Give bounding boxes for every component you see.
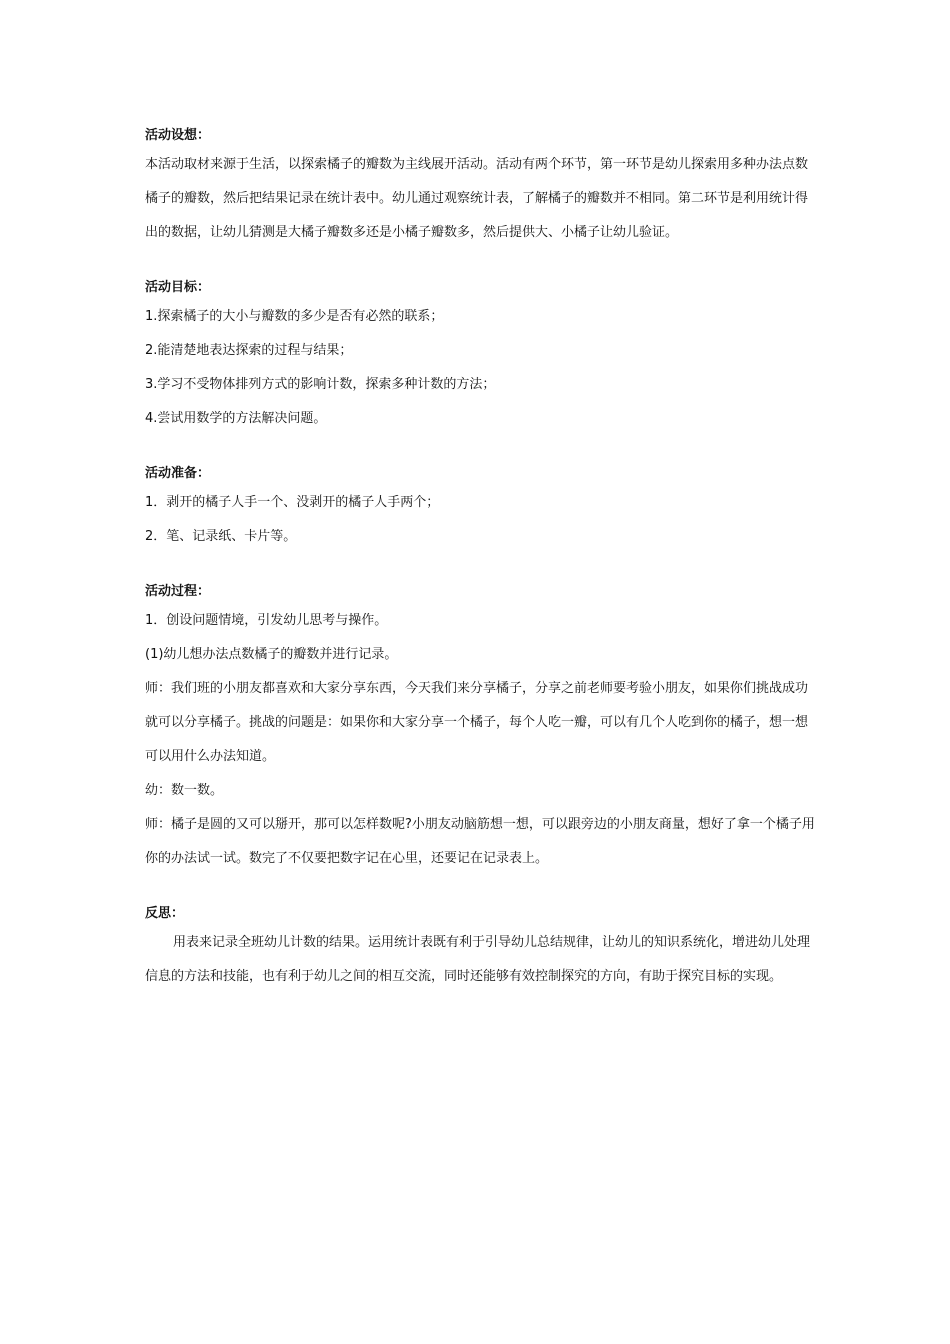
section-title-idea: 活动设想： bbox=[145, 128, 211, 143]
idea-body: 本活动取材来源于生活，以探索橘子的瓣数为主线展开活动。活动有两个环节，第一环节是幼儿探索用多种办法点数橘子的瓣数，然后把结果记录在统计表中。幼儿通过观察统计表，了解橘子的瓣数并不相同。第二环节是利用统计得出的数据，让幼儿猜测是大橘子瓣数多还是小橘子瓣数多，然后提供大、小橘子让幼儿验证。 bbox=[145, 157, 809, 240]
prep-item: 2．笔、记录纸、卡片等。 bbox=[145, 529, 297, 544]
reflection-body: 用表来记录全班幼儿计数的结果。运用统计表既有利于引导幼儿总结规律，让幼儿的知识系统化，增进幼儿处理信息的方法和技能，也有利于幼儿之间的相互交流，同时还能够有效控制探究的方向，有助于探究目标的实现。 bbox=[145, 935, 811, 984]
section-activity-process bbox=[145, 582, 815, 876]
section-title-goals: 活动目标： bbox=[145, 280, 211, 295]
goal-item: 3.学习不受物体排列方式的影响计数，探索多种计数的方法； bbox=[145, 377, 496, 392]
teacher-dialogue: 师：我们班的小朋友都喜欢和大家分享东西，今天我们来分享橘子，分享之前老师要考验小朋友，如果你们挑战成功就可以分享橘子。挑战的问题是：如果你和大家分享一个橘子，每个人吃一瓣，可以有几个人吃到你的橘子，想一想可以用什么办法知道。 bbox=[145, 681, 809, 764]
section-activity-idea bbox=[145, 126, 815, 250]
goal-item: 2.能清楚地表达探索的过程与结果； bbox=[145, 343, 353, 358]
section-title-prep: 活动准备： bbox=[145, 466, 211, 481]
goal-item: 1.探索橘子的大小与瓣数的多少是否有必然的联系； bbox=[145, 309, 444, 324]
section-title-reflection: 反思： bbox=[145, 906, 185, 921]
prep-item: 1．剥开的橘子人手一个、没剥开的橘子人手两个； bbox=[145, 495, 440, 510]
section-title-process: 活动过程： bbox=[145, 584, 211, 599]
document-page bbox=[145, 126, 815, 994]
child-dialogue: 幼：数一数。 bbox=[145, 783, 224, 798]
goal-item: 4.尝试用数学的方法解决问题。 bbox=[145, 411, 327, 426]
process-step: 1．创设问题情境，引发幼儿思考与操作。 bbox=[145, 613, 388, 628]
process-substep: (1)幼儿想办法点数橘子的瓣数并进行记录。 bbox=[145, 647, 398, 662]
section-activity-prep bbox=[145, 464, 815, 554]
section-reflection bbox=[145, 904, 815, 994]
teacher-dialogue: 师：橘子是圆的又可以掰开，那可以怎样数呢?小朋友动脑筋想一想，可以跟旁边的小朋友商量，想好了拿一个橘子用你的办法试一试。数完了不仅要把数字记在心里，还要记在记录表上。 bbox=[145, 817, 815, 866]
section-activity-goals bbox=[145, 278, 815, 436]
